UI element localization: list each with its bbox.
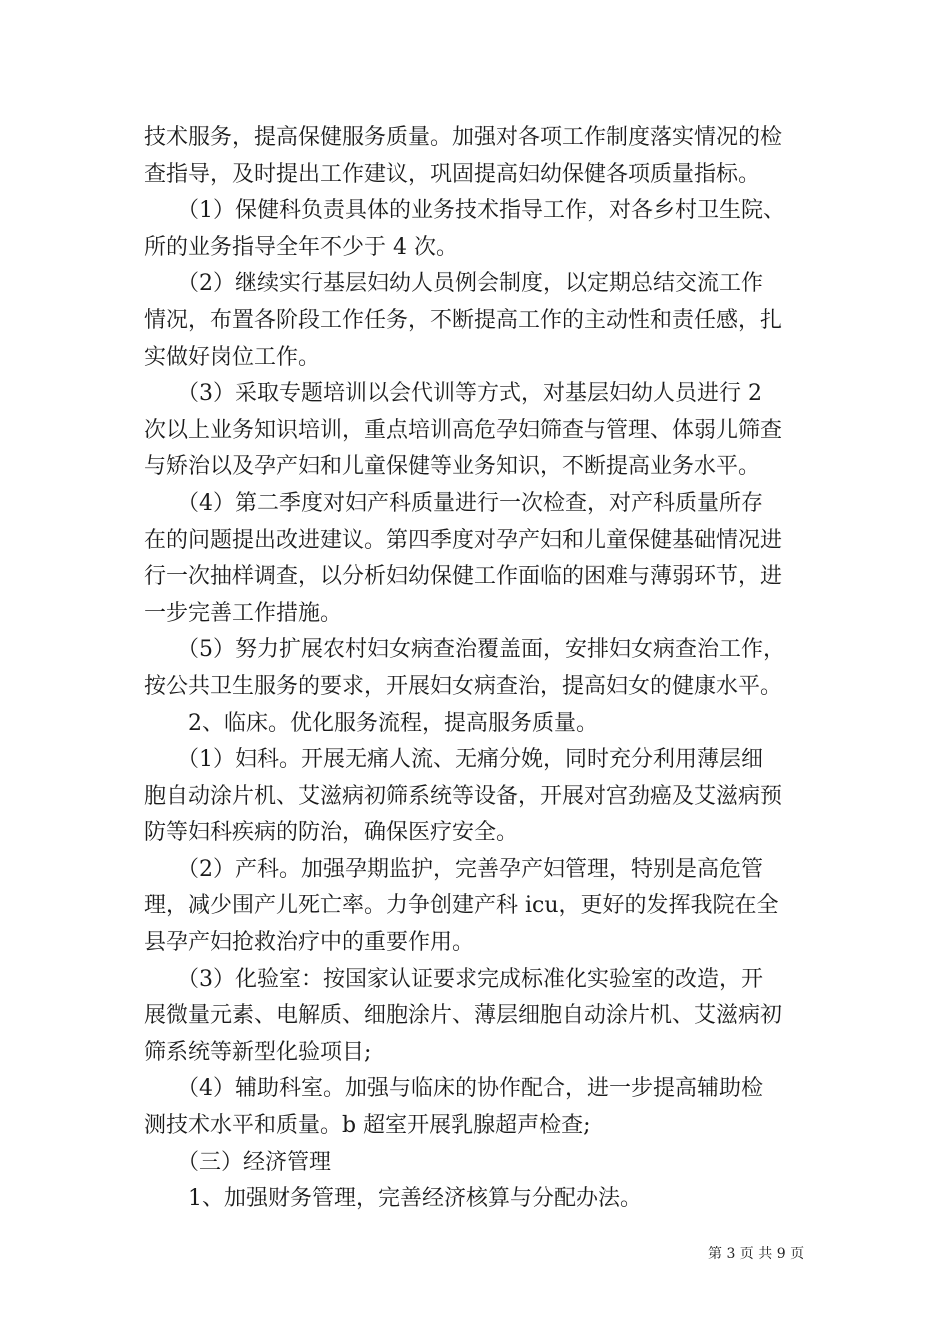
text-line: 按公共卫生服务的要求，开展妇女病查治，提高妇女的健康水平。: [144, 673, 783, 699]
text-line: 胞自动涂片机、艾滋病初筛系统等设备，开展对宫劲癌及艾滋病预: [144, 783, 783, 809]
text-line: 1、加强财务管理，完善经济核算与分配办法。: [144, 1186, 642, 1212]
text-line: 县孕产妇抢救治疗中的重要作用。: [144, 930, 475, 956]
text-line: 与矫治以及孕产妇和儿童保健等业务知识，不断提高业务水平。: [144, 454, 761, 480]
text-line: （3）化验室：按国家认证要求完成标准化实验室的改造，开: [144, 966, 763, 992]
text-line: 一步完善工作措施。: [144, 600, 343, 626]
text-line: 行一次抽样调查，以分析妇幼保健工作面临的困难与薄弱环节，进: [144, 564, 783, 590]
body-text: [144, 120, 812, 1218]
text-line: 所的业务指导全年不少于 4 次。: [144, 234, 458, 260]
text-line: 技术服务，提高保健服务质量。加强对各项工作制度落实情况的检: [144, 125, 783, 150]
text-line: （3）采取专题培训以会代训等方式，对基层妇幼人员进行 2: [144, 381, 762, 407]
text-line: 次以上业务知识培训，重点培训高危孕妇筛查与管理、体弱儿筛查: [144, 417, 783, 443]
page-footer: 第 3 页 共 9 页: [708, 1246, 805, 1262]
text-line: （1）保健科负责具体的业务技术指导工作，对各乡村卫生院、: [144, 198, 785, 224]
text-line: 情况，布置各阶段工作任务，不断提高工作的主动性和责任感，扎: [144, 307, 783, 333]
text-line: 防等妇科疾病的防治，确保医疗安全。: [144, 820, 519, 846]
text-line: （5）努力扩展农村妇女病查治覆盖面，安排妇女病查治工作，: [144, 637, 785, 663]
text-line: （4）第二季度对妇产科质量进行一次检查，对产科质量所存: [144, 490, 763, 516]
text-line: 展微量元素、电解质、细胞涂片、薄层细胞自动涂片机、艾滋病初: [144, 1003, 783, 1029]
text-line: 实做好岗位工作。: [144, 344, 321, 370]
text-line: 测技术水平和质量。b 超室开展乳腺超声检查;: [144, 1113, 591, 1139]
text-line: （2）继续实行基层妇幼人员例会制度，以定期总结交流工作: [144, 271, 763, 297]
text-line: 在的问题提出改进建议。第四季度对孕产妇和儿童保健基础情况进: [144, 527, 783, 553]
text-line: 筛系统等新型化验项目;: [144, 1039, 372, 1065]
text-line: （2）产科。加强孕期监护，完善孕产妇管理，特别是高危管: [144, 856, 763, 882]
text-line: （4）辅助科室。加强与临床的协作配合，进一步提高辅助检: [144, 1076, 763, 1102]
text-line: 查指导，及时提出工作建议，巩固提高妇幼保健各项质量指标。: [144, 161, 761, 187]
text-line: 理，减少围产儿死亡率。力争创建产科 icu，更好的发挥我院在全: [144, 893, 779, 919]
text-line: （三）经济管理: [144, 1149, 332, 1175]
text-line: （1）妇科。开展无痛人流、无痛分娩，同时充分利用薄层细: [144, 747, 763, 773]
text-line: 2、临床。优化服务流程，提高服务质量。: [144, 710, 598, 736]
